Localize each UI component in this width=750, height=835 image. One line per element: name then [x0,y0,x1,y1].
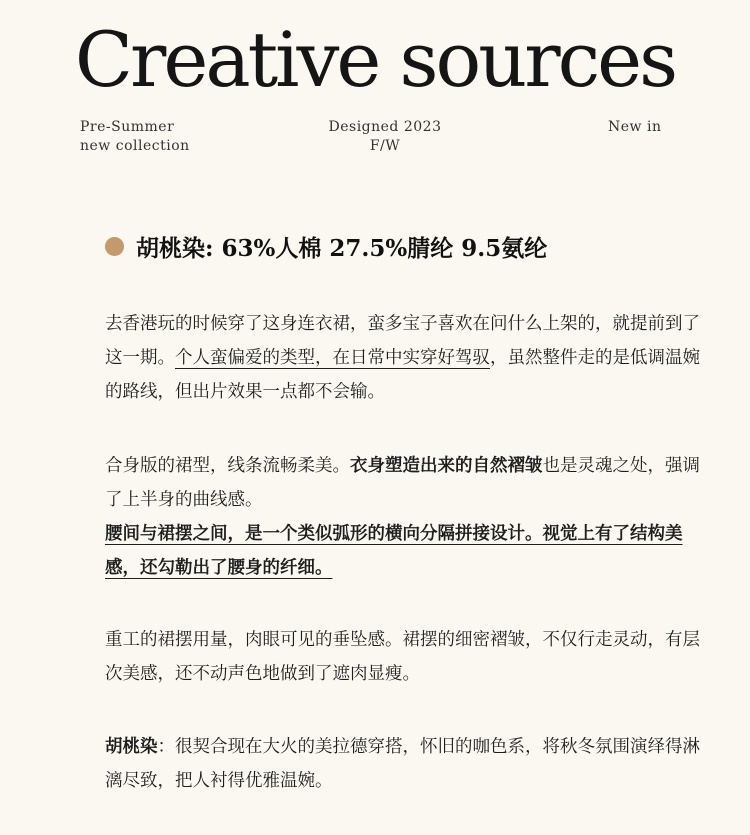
paragraph-1-underlined: 个人蛮偏爱的类型，在日常中实穿好驾驭 [175,348,490,368]
paragraph-4-bold: 胡桃染 [105,737,158,757]
paragraph-4 [105,730,717,798]
paragraph-2-underlined-bold: 腰间与裙摆之间，是一个类似弧形的横向分隔拼接设计。视觉上有了结构美感，还勾勒出了腰身的纤细。 [105,524,683,578]
new-in-label: New in [608,119,662,135]
page-title: Creative sources [74,15,676,104]
designed-line-1: Designed 2023 [328,119,442,135]
paragraph-1-text-b: ，虽然整件走的是低调温婉的路线，但出片效果一点都不会输。 [105,348,700,402]
paragraph-4-text: ：很契合现在大火的美拉德穿搭，怀旧的咖色系，将秋冬氛围演绎得淋漓尽致，把人衬得优雅温婉。 [105,737,700,791]
paragraph-1 [105,307,717,409]
paragraph-2-text-a: 合身版的裙型，线条流畅柔美。 [105,456,350,476]
collection-label [80,118,190,156]
section-heading [105,230,547,263]
paragraph-3-text: 重工的裙摆用量，肉眼可见的垂坠感。裙摆的细密褶皱，不仅行走灵动，有层次美感，还不动声色地做到了遮肉显瘦。 [105,630,700,684]
paragraph-2-bold: 衣身塑造出来的自然褶皱 [350,456,543,476]
paragraph-2 [105,449,717,585]
designed-line-2: F/W [369,138,401,154]
section-heading-text: 胡桃染: 63%人棉 27.5%腈纶 9.5氨纶 [136,235,548,262]
designed-label [300,118,470,156]
bullet-dot-icon [105,237,124,256]
paragraph-2-text-b: 也是灵魂之处，强调了上半身的曲线感。 [105,456,700,510]
paragraph-3 [105,623,717,691]
paragraph-1-text-a: 去香港玩的时候穿了这身连衣裙，蛮多宝子喜欢在问什么上架的，就提前到了这一期。 [105,314,700,368]
collection-line-1: Pre-Summer [80,119,175,135]
collection-line-2: new collection [80,138,190,154]
